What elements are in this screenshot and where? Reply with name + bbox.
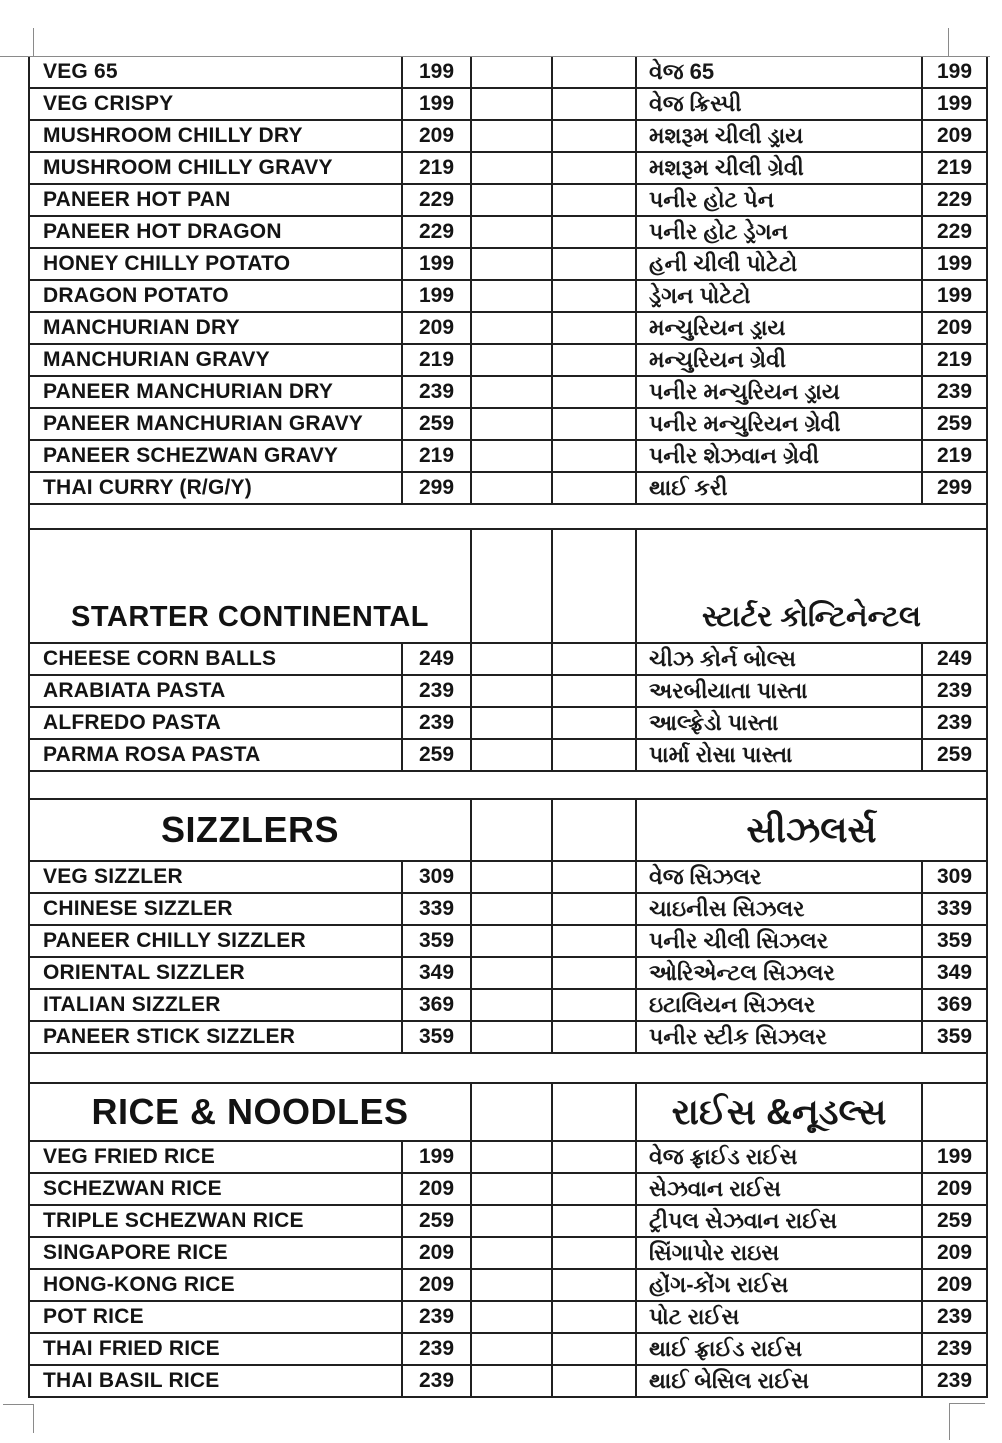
spacer-column-cell [472,676,553,706]
spacer-column-cell [553,249,637,279]
item-price-gu: 359 [936,1025,973,1048]
spacer-column-cell [472,990,553,1020]
item-name-en: PANEER MANCHURIAN DRY [30,377,403,407]
section-gap [30,505,986,530]
item-price-en: 239 [403,676,472,706]
item-price-en: 259 [403,740,472,770]
item-name-en: SINGAPORE RICE [30,1238,403,1268]
section-title-en: STARTER CONTINENTAL [30,530,472,642]
item-name-en: THAI BASIL RICE [30,1366,403,1396]
spacer-column-cell [472,894,553,924]
item-price-gu: 239 [936,380,973,403]
spacer-column-cell [472,1270,553,1300]
section-title-gu: સ્ટાર્ટર કોન્ટિનેન્ટલ [702,601,921,633]
spacer-column-cell [472,644,553,674]
item-price-en: 229 [403,217,472,247]
spacer-column-cell [472,1238,553,1268]
item-name-en: PANEER HOT PAN [30,185,403,215]
menu-item-row [30,1206,986,1238]
item-price-gu: 209 [936,1273,973,1296]
item-price-gu: 209 [936,1177,973,1200]
item-name-en: MANCHURIAN GRAVY [30,345,403,375]
item-price-en: 199 [403,281,472,311]
item-name-en: ALFREDO PASTA [30,708,403,738]
spacer-column-cell [553,1334,637,1364]
spacer-column-cell [472,153,553,183]
spacer-column-cell [553,1174,637,1204]
item-name-en: HONEY CHILLY POTATO [30,249,403,279]
crop-mark-top-left [33,28,34,56]
item-name-gu: પનીર હોટ પેન [637,185,923,215]
item-price-gu: 239 [936,1337,973,1360]
menu-item-row [30,313,986,345]
item-price-en: 209 [403,313,472,343]
menu-item-row [30,249,986,281]
item-name-gu: પનીર મન્ચુરિયન ગ્રેવી [637,409,923,439]
item-name-gu: હની ચીલી પોટેટો [637,249,923,279]
item-name-en: VEG CRISPY [30,89,403,119]
spacer-column-cell [553,1022,637,1052]
spacer-column-cell [553,894,637,924]
item-name-gu: થાઈ કરી [637,473,923,503]
menu-item-row [30,281,986,313]
item-name-gu: મન્ચુરિયન ડ્રાય [637,313,923,343]
spacer-column-cell [553,121,637,151]
item-price-en: 219 [403,441,472,471]
menu-item-row [30,345,986,377]
header-price-cell [923,1084,986,1140]
section-title-gu: સીઝલર્સ [746,808,877,850]
section-header-row [30,1084,986,1142]
item-price-gu: 339 [936,897,973,920]
spacer-column-cell [553,313,637,343]
item-price-gu: 369 [936,993,973,1016]
menu-item-row [30,473,986,505]
item-price-en: 209 [403,121,472,151]
section-gap [30,1054,986,1084]
item-name-gu: ચાઇનીસ સિઝલર [637,894,923,924]
menu-item-row [30,217,986,249]
menu-item-row [30,441,986,473]
item-name-gu: પનીર શેઝવાન ગ્રેવી [637,441,923,471]
menu-item-row [30,926,986,958]
menu-item-row [30,377,986,409]
item-price-en: 199 [403,1142,472,1172]
item-price-gu: 219 [936,348,973,371]
spacer-column-cell [553,1302,637,1332]
item-name-gu: અરબીયાતા પાસ્તા [637,676,923,706]
item-name-en: SCHEZWAN RICE [30,1174,403,1204]
spacer-column-cell [472,441,553,471]
spacer-column-cell [553,708,637,738]
item-price-en: 209 [403,1238,472,1268]
menu-item-row [30,1238,986,1270]
item-name-gu: વેજ ફ્રાઈડ રાઈસ [637,1142,923,1172]
item-price-en: 299 [403,473,472,503]
menu-item-row [30,1022,986,1054]
item-price-en: 359 [403,926,472,956]
item-name-en: THAI FRIED RICE [30,1334,403,1364]
menu-item-row [30,153,986,185]
section-title-gu: રાઈસ &નૂડલ્સ [637,1084,923,1140]
spacer-column-cell [553,345,637,375]
spacer-column-cell [553,800,637,860]
item-price-gu: 259 [936,412,973,435]
spacer-column-cell [553,1142,637,1172]
crop-mark-top-right [948,28,949,56]
item-name-gu: આલ્ફ્રેડો પાસ્તા [637,708,923,738]
menu-item-row [30,676,986,708]
item-name-en: VEG SIZZLER [30,862,403,892]
spacer-column-cell [472,345,553,375]
item-name-gu: પનીર સ્ટીક સિઝલર [637,1022,923,1052]
spacer-column-cell [472,1084,553,1140]
spacer-column-cell [553,441,637,471]
spacer-column-cell [472,1174,553,1204]
spacer-column-cell [553,926,637,956]
item-price-gu: 259 [936,743,973,766]
spacer-column-cell [553,57,637,87]
item-price-gu: 199 [936,92,973,115]
item-name-gu: પાર્મા રોસા પાસ્તા [637,740,923,770]
spacer-column-cell [472,862,553,892]
item-price-gu: 199 [936,284,973,307]
spacer-column-cell [553,740,637,770]
item-name-en: CHINESE SIZZLER [30,894,403,924]
spacer-column-cell [553,409,637,439]
spacer-column-cell [553,530,637,642]
item-price-en: 209 [403,1270,472,1300]
item-price-en: 229 [403,185,472,215]
item-price-en: 359 [403,1022,472,1052]
spacer-column-cell [553,1206,637,1236]
spacer-column-cell [472,313,553,343]
item-price-en: 259 [403,1206,472,1236]
item-name-en: MUSHROOM CHILLY DRY [30,121,403,151]
spacer-column-cell [553,217,637,247]
item-name-en: DRAGON POTATO [30,281,403,311]
item-name-en: PARMA ROSA PASTA [30,740,403,770]
spacer-column-cell [472,57,553,87]
menu-item-row [30,990,986,1022]
spacer-column-cell [472,926,553,956]
spacer-column-cell [472,185,553,215]
item-name-en: VEG FRIED RICE [30,1142,403,1172]
crop-mark-bottom-left-h [3,1404,33,1405]
spacer-column-cell [472,1142,553,1172]
item-price-en: 349 [403,958,472,988]
menu-item-row [30,894,986,926]
section-header-row [30,530,986,644]
spacer-column-cell [553,1270,637,1300]
spacer-column-cell [553,153,637,183]
item-name-en: PANEER STICK SIZZLER [30,1022,403,1052]
item-name-gu: મશરૂમ ચીલી ગ્રેવી [637,153,923,183]
spacer-column-cell [553,1238,637,1268]
item-name-gu: થાઈ બેસિલ રાઈસ [637,1366,923,1396]
item-name-gu: ચીઝ કોર્ન બોલ્સ [637,644,923,674]
menu-item-row [30,185,986,217]
item-price-en: 369 [403,990,472,1020]
menu-item-row [30,958,986,990]
item-name-gu: વેજ 65 [637,57,923,87]
crop-mark-bottom-right-v [949,1403,950,1440]
menu-item-row [30,1270,986,1302]
item-name-gu: પનીર હોટ ડ્રેગન [637,217,923,247]
item-name-en: TRIPLE SCHEZWAN RICE [30,1206,403,1236]
spacer-column-cell [553,281,637,311]
spacer-column-cell [553,89,637,119]
spacer-column-cell [472,89,553,119]
menu-item-row [30,121,986,153]
item-name-en: VEG 65 [30,57,403,87]
spacer-column-cell [553,473,637,503]
spacer-column-cell [553,644,637,674]
item-name-en: ARABIATA PASTA [30,676,403,706]
section-gap [30,772,986,800]
item-price-en: 209 [403,1174,472,1204]
section-title-en: SIZZLERS [30,800,472,860]
spacer-column-cell [553,990,637,1020]
item-price-gu: 249 [936,647,973,670]
menu-item-row [30,1302,986,1334]
item-name-en: ITALIAN SIZZLER [30,990,403,1020]
menu-item-row [30,1142,986,1174]
item-price-en: 219 [403,345,472,375]
item-price-gu: 359 [936,929,973,952]
item-price-gu: 219 [936,444,973,467]
item-name-en: POT RICE [30,1302,403,1332]
item-price-en: 259 [403,409,472,439]
item-name-en: MUSHROOM CHILLY GRAVY [30,153,403,183]
menu-item-row [30,708,986,740]
spacer-column-cell [472,1334,553,1364]
menu-item-row [30,409,986,441]
item-price-en: 199 [403,89,472,119]
spacer-column-cell [472,1206,553,1236]
item-price-gu: 239 [936,711,973,734]
item-name-gu: ટ્રીપલ સેઝવાન રાઈસ [637,1206,923,1236]
item-price-en: 339 [403,894,472,924]
item-name-gu: મન્ચુરિયન ગ્રેવી [637,345,923,375]
item-price-gu: 199 [936,1145,973,1168]
item-price-en: 239 [403,1302,472,1332]
item-name-gu: સેઝવાન રાઈસ [637,1174,923,1204]
spacer-column-cell [472,800,553,860]
item-name-gu: સિંગાપોર રાઇસ [637,1238,923,1268]
section-header-row [30,800,986,862]
item-price-gu: 209 [936,1241,973,1264]
item-price-gu: 209 [936,316,973,339]
menu-item-row [30,1366,986,1398]
item-name-en: HONG-KONG RICE [30,1270,403,1300]
item-name-en: PANEER CHILLY SIZZLER [30,926,403,956]
spacer-column-cell [553,1366,637,1396]
spacer-column-cell [553,676,637,706]
item-price-en: 199 [403,57,472,87]
spacer-column-cell [472,377,553,407]
menu-item-row [30,1334,986,1366]
item-name-en: PANEER SCHEZWAN GRAVY [30,441,403,471]
item-name-gu: પનીર મન્ચુરિયન ડ્રાય [637,377,923,407]
spacer-column-cell [472,530,553,642]
spacer-column-cell [472,409,553,439]
menu-item-row [30,57,986,89]
item-price-gu: 309 [936,865,973,888]
item-price-gu: 239 [936,1369,973,1392]
item-name-gu: મશરૂમ ચીલી ડ્રાય [637,121,923,151]
item-price-en: 239 [403,1334,472,1364]
item-name-en: ORIENTAL SIZZLER [30,958,403,988]
menu-item-row [30,740,986,772]
item-price-en: 219 [403,153,472,183]
crop-mark-bottom-left-v [33,1404,34,1433]
item-price-gu: 349 [936,961,973,984]
spacer-column-cell [472,281,553,311]
spacer-column-cell [472,1302,553,1332]
crop-mark-bottom-right-h [949,1403,985,1404]
item-name-gu: વેજ સિઝલર [637,862,923,892]
spacer-column-cell [472,473,553,503]
item-name-gu: ઓરિએન્ટલ સિઝલર [637,958,923,988]
spacer-column-cell [553,377,637,407]
item-price-gu: 229 [936,220,973,243]
item-name-en: PANEER HOT DRAGON [30,217,403,247]
spacer-column-cell [553,185,637,215]
item-price-gu: 239 [936,679,973,702]
section-title-en: RICE & NOODLES [30,1084,472,1140]
spacer-column-cell [472,958,553,988]
item-price-en: 199 [403,249,472,279]
menu-item-row [30,1174,986,1206]
item-name-gu: પનીર ચીલી સિઝલર [637,926,923,956]
item-name-gu: હોંગ-કોંગ રાઈસ [637,1270,923,1300]
spacer-column-cell [472,249,553,279]
item-name-en: MANCHURIAN DRY [30,313,403,343]
item-price-gu: 209 [936,124,973,147]
item-price-gu: 299 [936,476,973,499]
item-price-gu: 199 [936,252,973,275]
spacer-column-cell [472,1022,553,1052]
menu-item-row [30,862,986,894]
item-price-gu: 199 [936,60,973,83]
item-name-gu: થાઈ ફ્રાઈડ રાઈસ [637,1334,923,1364]
item-price-gu: 219 [936,156,973,179]
spacer-column-cell [472,740,553,770]
spacer-column-cell [472,121,553,151]
item-name-gu: ડ્રેગન પોટેટો [637,281,923,311]
item-price-en: 239 [403,1366,472,1396]
spacer-column-cell [553,1084,637,1140]
item-name-gu: પોટ રાઈસ [637,1302,923,1332]
item-price-en: 249 [403,644,472,674]
item-price-en: 239 [403,708,472,738]
spacer-column-cell [472,1366,553,1396]
menu-table [28,57,988,1398]
item-price-gu: 239 [936,1305,973,1328]
item-name-en: CHEESE CORN BALLS [30,644,403,674]
spacer-column-cell [472,217,553,247]
item-price-gu: 229 [936,188,973,211]
item-price-en: 309 [403,862,472,892]
spacer-column-cell [553,862,637,892]
item-price-gu: 259 [936,1209,973,1232]
item-name-gu: વેજ ક્રિસ્પી [637,89,923,119]
menu-item-row [30,644,986,676]
item-name-en: PANEER MANCHURIAN GRAVY [30,409,403,439]
item-name-en: THAI CURRY (R/G/Y) [30,473,403,503]
item-price-en: 239 [403,377,472,407]
spacer-column-cell [553,958,637,988]
menu-item-row [30,89,986,121]
item-name-gu: ઇટાલિયન સિઝલર [637,990,923,1020]
spacer-column-cell [472,708,553,738]
